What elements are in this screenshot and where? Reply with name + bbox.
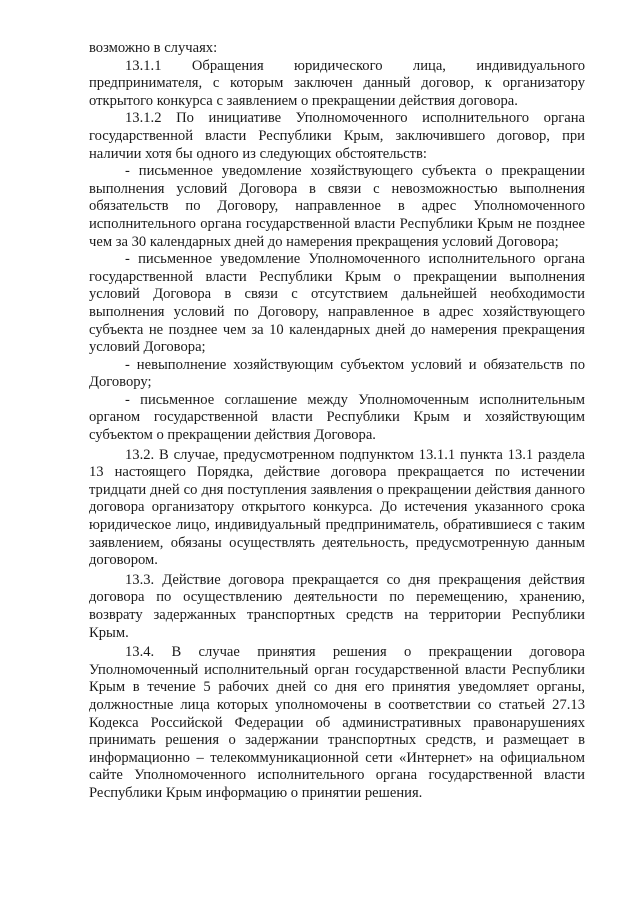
list-item-agreement: - письменное соглашение между Уполномоченным исполнительным органом государственной власти Республики Крым и хозяйствующим субъектом о прекращении действия Договора. xyxy=(89,391,585,444)
list-item-notice-subject: - письменное уведомление хозяйствующего субъекта о прекращении выполнения условий Договора в связи с невозможностью выполнения обязательств по Договору, направленное в адрес Уполномоченного исполнительного органа государственной власти Республики Крым не позднее чем за 30 календарных дней до намерения прекращения условий Договора; xyxy=(89,163,585,250)
paragraph-13-4: 13.4. В случае принятия решения о прекращении договора Уполномоченный исполнительный орган государственной власти Республики Крым в течение 5 рабочих дней со дня его принятия уведомляет органы, должностные лица которых уполномочены в соответствии со статьей 27.13 Кодекса Российской Федерации об административных правонарушениях принимать решения о задержании транспортных средств, и размещает в информационно – телекоммуникационной сети «Интернет» на официальном сайте Уполномоченного исполнительного органа государственной власти Республики Крым информацию о принятии решения. xyxy=(89,644,585,801)
paragraph-intro: возможно в случаях: xyxy=(89,40,218,56)
list-item-notice-authority: - письменное уведомление Уполномоченного исполнительного органа государственной власти Республики Крым о прекращении выполнения условий Договора в связи с отсутствием дальнейшей необходимости выполнения условий по Договору, направленное в адрес хозяйствующего субъекта не позднее чем за 10 календарных дней до намерения прекращения условий Договора; xyxy=(89,251,585,356)
list-item-non-performance: - невыполнение хозяйствующим субъектом условий и обязательств по Договору; xyxy=(89,356,585,391)
paragraph-13-3: 13.3. Действие договора прекращается со дня прекращения действия договора по осуществлению деятельности по перемещению, хранению, возврату задержанных транспортных средств на территории Республики Крым. xyxy=(89,571,585,641)
paragraph-13-1-2: 13.1.2 По инициативе Уполномоченного исполнительного органа государственной власти Республики Крым, заключившего договор, при наличии хотя бы одного из следующих обстоятельств: xyxy=(89,110,585,162)
paragraph-13-2: 13.2. В случае, предусмотренном подпунктом 13.1.1 пункта 13.1 раздела 13 настоящего Порядка, действие договора прекращается по истечении тридцати дней со дня поступления заявления о прекращении действия данного договора организатору открытого конкурса. До истечения указанного срока юридическое лицо, индивидуальный предприниматель, обратившиеся с таким заявлением, обязаны осуществлять деятельность, предусмотренную данным договором. xyxy=(89,446,585,569)
paragraph-13-1-1: 13.1.1 Обращения юридического лица, индивидуального предпринимателя, с которым заключен данный договор, к организатору открытого конкурса с заявлением о прекращении действия договора. xyxy=(89,57,585,109)
document-body xyxy=(89,40,585,803)
